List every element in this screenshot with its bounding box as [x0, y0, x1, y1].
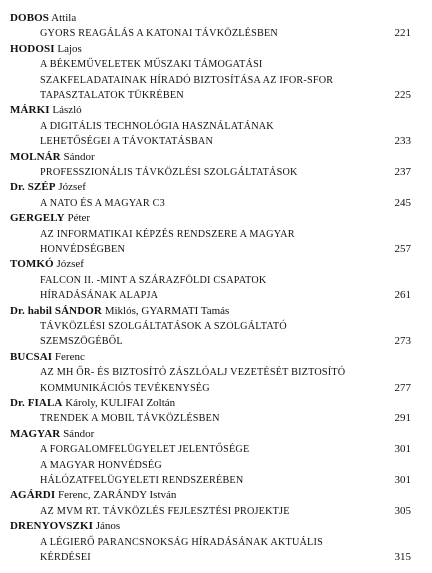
article-title: AZ MVM RT. TÁVKÖZLÉS FEJLESZTÉSI PROJEKTJE [40, 505, 290, 517]
page-number: 237 [394, 166, 411, 178]
author-surname: AGÁRDI [10, 489, 56, 502]
article-title: A NATO ÉS A MAGYAR C3 [40, 197, 165, 209]
article-title: SZAKFELADATAINAK HÍRADÓ BIZTOSÍTÁSA AZ IFOR-SFOR [40, 74, 334, 86]
author-given-name: László [49, 104, 82, 117]
author-name [10, 304, 229, 319]
page-number: 233 [394, 135, 411, 148]
author-line [0, 42, 432, 57]
author-name [10, 150, 95, 165]
title-line [0, 242, 432, 257]
article-title: KOMMUNIKÁCIÓS TEVÉKENYSÉG [40, 382, 210, 394]
author-surname: MOLNÁR [10, 150, 61, 163]
title-line [0, 227, 432, 242]
author-name [10, 396, 175, 411]
article-title: TÁVKÖZLÉSI SZOLGÁLTATÁSOK A SZOLGÁLTATÓ [40, 321, 287, 332]
page-number: 221 [394, 27, 411, 40]
page-number: 257 [394, 243, 411, 255]
title-line [0, 288, 432, 303]
title-line [0, 57, 432, 72]
author-name [10, 257, 84, 272]
author-line [0, 211, 432, 226]
author-line [0, 304, 432, 319]
author-surname: BUCSAI [10, 350, 53, 363]
article-title: HONVÉDSÉGBEN [40, 244, 126, 255]
title-line [0, 365, 432, 380]
author-line [0, 519, 432, 534]
author-name [10, 11, 76, 26]
page-number: 301 [394, 443, 411, 456]
title-line [0, 535, 432, 550]
author-name [10, 211, 90, 226]
author-name [10, 488, 176, 503]
author-surname: TOMKÓ [10, 258, 54, 271]
article-title: A DIGITÁLIS TECHNOLÓGIA HASZNÁLATÁNAK [40, 120, 274, 132]
author-line [0, 427, 432, 442]
article-title: A LÉGIERŐ PARANCSNOKSÁG HÍRADÁSÁNAK AKTUÁLIS [40, 536, 323, 548]
author-surname: MAGYAR [10, 427, 61, 440]
article-title: FALCON II. -MINT A SZÁRAZFÖLDI CSAPATOK [40, 274, 267, 286]
author-surname: Dr. habil SÁNDOR [10, 304, 102, 317]
author-given-name: Lajos [54, 42, 82, 55]
author-line [0, 11, 432, 26]
author-given-name: Attila [49, 12, 77, 24]
title-line [0, 273, 432, 288]
article-title: A FORGALOMFELÜGYELET JELENTŐSÉGE [40, 444, 250, 456]
title-line [0, 73, 432, 88]
page-number: 273 [394, 335, 411, 348]
author-given-name: Miklós, GYARMATI Tamás [101, 304, 230, 317]
title-line [0, 196, 432, 211]
page-number: 277 [394, 381, 411, 394]
author-name [10, 103, 82, 118]
author-surname: DRENYOVSZKI [10, 520, 94, 533]
author-surname: HODOSI [10, 42, 55, 55]
title-line [0, 381, 432, 396]
author-surname: Dr. SZÉP [10, 181, 56, 194]
title-line [0, 442, 432, 457]
page-number: 291 [394, 412, 411, 425]
article-title: HÍRADÁSÁNAK ALAPJA [40, 290, 159, 302]
author-name [10, 519, 120, 534]
page-number: 301 [394, 474, 411, 486]
author-line [0, 180, 432, 195]
article-title: LEHETŐSÉGEI A TÁVOKTATÁSBAN [40, 136, 214, 148]
author-given-name: József [53, 258, 84, 271]
title-line [0, 473, 432, 488]
page-number: 315 [394, 551, 411, 563]
title-line [0, 119, 432, 134]
article-title: SZEMSZÖGÉBŐL [40, 336, 123, 348]
article-title: PROFESSZIONÁLIS TÁVKÖZLÉSI SZOLGÁLTATÁSOK [40, 167, 298, 178]
author-given-name: Sándor [60, 150, 95, 163]
author-surname: MÁRKI [10, 104, 50, 117]
title-line [0, 165, 432, 180]
author-name [10, 427, 94, 442]
page-number: 305 [394, 504, 411, 517]
author-line [0, 488, 432, 503]
author-surname: Dr. FIALA [10, 397, 63, 409]
author-given-name: Péter [64, 212, 91, 225]
author-given-name: János [93, 520, 121, 533]
author-name [10, 42, 82, 57]
title-line [0, 319, 432, 334]
title-line [0, 550, 432, 565]
author-name [10, 350, 85, 365]
author-line [0, 350, 432, 365]
author-line [0, 396, 432, 411]
author-line [0, 257, 432, 272]
title-line [0, 26, 432, 41]
article-title: A MAGYAR HONVÉDSÉG [40, 459, 162, 471]
page-number: 261 [394, 289, 411, 302]
article-title: TAPASZTALATOK TÜKRÉBEN [40, 90, 184, 101]
author-given-name: József [55, 181, 86, 194]
title-line [0, 334, 432, 349]
page-number: 245 [394, 196, 411, 209]
page-number: 225 [394, 89, 411, 101]
author-name [10, 180, 86, 195]
article-title: KÉRDÉSEI [40, 552, 91, 563]
author-surname: GERGELY [10, 212, 65, 225]
article-title: AZ MH ŐR- ÉS BIZTOSÍTÓ ZÁSZLÓALJ VEZETÉSÉT BIZTOSÍTÓ [40, 367, 346, 379]
author-line [0, 150, 432, 165]
article-title: GYORS REAGÁLÁS A KATONAI TÁVKÖZLÉSBEN [40, 28, 278, 40]
article-title: AZ INFORMATIKAI KÉPZÉS RENDSZERE A MAGYAR [40, 228, 295, 240]
author-given-name: Ferenc, ZARÁNDY István [55, 489, 177, 502]
author-given-name: Károly, KULIFAI Zoltán [62, 397, 176, 409]
title-line [0, 458, 432, 473]
article-title: TRENDEK A MOBIL TÁVKÖZLÉSBEN [40, 413, 220, 425]
author-given-name: Sándor [60, 427, 95, 440]
author-surname: DOBOS [10, 12, 50, 24]
title-line [0, 411, 432, 426]
author-line [0, 103, 432, 118]
article-title: HÁLÓZATFELÜGYELETI RENDSZERÉBEN [40, 475, 244, 486]
title-line [0, 88, 432, 103]
title-line [0, 504, 432, 519]
article-title: A BÉKEMŰVELETEK MŰSZAKI TÁMOGATÁSI [40, 59, 263, 71]
title-line [0, 134, 432, 149]
author-given-name: Ferenc [52, 350, 85, 363]
